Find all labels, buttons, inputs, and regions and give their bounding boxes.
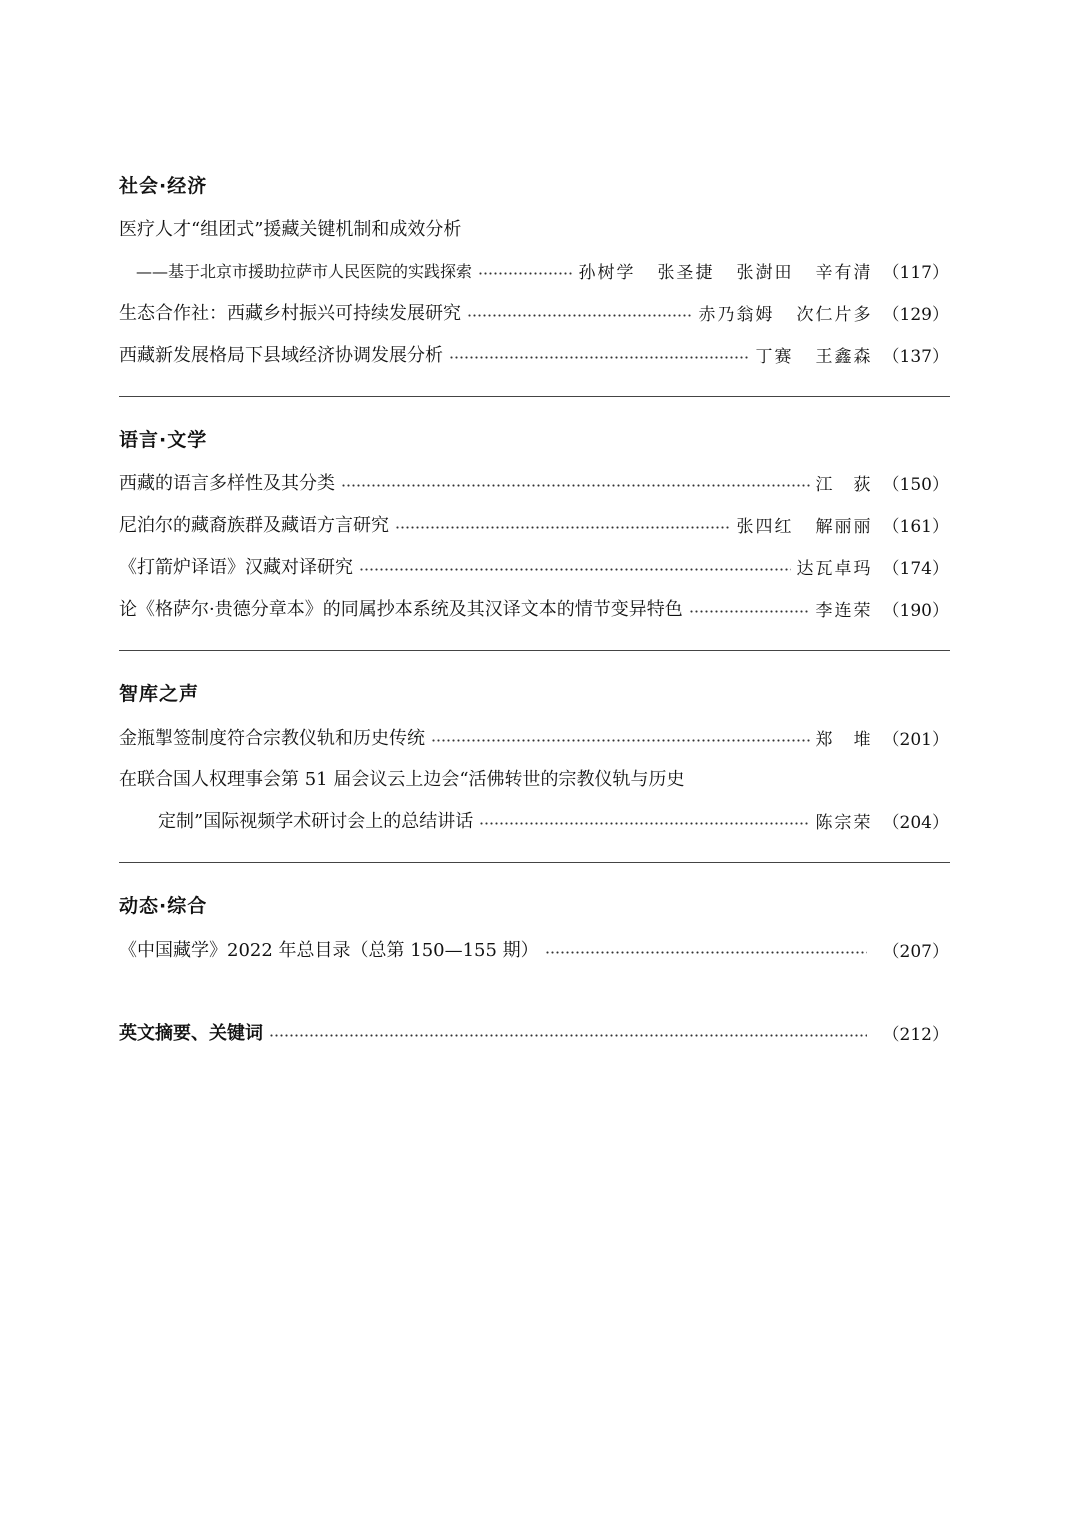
entry-title: 生态合作社：西藏乡村振兴可持续发展研究 [119,303,461,324]
toc-entry[interactable] [119,595,949,621]
dot-leader [269,1034,867,1037]
dot-leader [689,610,810,613]
section-title-society-economy: 社会·经济 [119,175,208,197]
author: 辛有清 [815,262,873,283]
toc-entry-abstracts[interactable] [119,1019,949,1045]
toc-entry[interactable] [119,936,949,962]
author: 张圣捷 [657,262,715,283]
page-number: （190） [882,600,949,621]
entry-title: 英文摘要、关键词 [119,1023,263,1044]
toc-entry[interactable] [119,341,949,367]
page-number: （204） [882,812,949,833]
entry-title: 西藏新发展格局下县域经济协调发展分析 [119,345,443,366]
section-title-language-literature: 语言·文学 [119,429,208,451]
entry-authors [756,342,873,367]
section-divider [119,862,950,863]
author: 王鑫森 [815,346,873,367]
page-number: （161） [882,516,949,537]
toc-entry[interactable] [119,765,949,791]
toc-entry[interactable] [119,511,949,537]
page-number: （137） [882,346,949,367]
entry-authors [797,554,873,579]
toc-entry[interactable] [119,299,949,325]
dot-leader [341,484,810,487]
author: 陈宗荣 [815,812,873,833]
dot-leader [545,951,867,954]
toc-entry[interactable] [119,469,949,495]
dot-leader [449,356,750,359]
page-number: （150） [882,474,949,495]
entry-authors [699,300,873,325]
author: 孙树学 [578,262,636,283]
author: 次仁片多 [796,304,873,325]
entry-title: 《打箭炉译语》汉藏对译研究 [119,557,353,578]
page-number: （117） [882,262,949,283]
section-divider [119,650,950,651]
entry-title: 医疗人才“组团式”援藏关键机制和成效分析 [119,219,462,240]
author: 江 荻 [815,474,873,495]
toc-entry[interactable] [119,553,949,579]
entry-authors [579,258,873,283]
entry-authors [816,808,873,833]
entry-title: 尼泊尔的藏裔族群及藏语方言研究 [119,515,389,536]
entry-title: 论《格萨尔·贵德分章本》的同属抄本系统及其汉译文本的情节变异特色 [119,599,683,620]
entry-title: 在联合国人权理事会第 51 届会议云上边会“活佛转世的宗教仪轨与历史 [119,769,685,790]
section-divider [119,396,950,397]
dot-leader [479,822,809,825]
page-number: （212） [882,1024,949,1045]
entry-subtitle: ——基于北京市援助拉萨市人民医院的实践探索 [136,261,473,281]
author: 达瓦卓玛 [796,558,873,579]
entry-title-continuation: 定制”国际视频学术研讨会上的总结讲话 [158,811,474,832]
dot-leader [478,272,573,275]
page-number: （207） [882,941,949,962]
author: 张四红 [736,516,794,537]
toc-entry-continuation[interactable] [158,807,949,833]
entry-authors [816,596,873,621]
entry-authors [816,470,873,495]
author: 郑 堆 [815,729,873,750]
dot-leader [467,314,693,317]
toc-entry[interactable] [119,215,949,241]
toc-entry[interactable] [136,257,949,283]
entry-authors [737,512,873,537]
dot-leader [359,568,791,571]
entry-title: 《中国藏学》2022 年总目录（总第 150—155 期） [119,940,539,961]
author: 李连荣 [815,600,873,621]
entry-authors [816,725,873,750]
toc-entry[interactable] [119,724,949,750]
author: 丁赛 [755,346,794,367]
page-number: （174） [882,558,949,579]
dot-leader [395,526,731,529]
dot-leader [431,739,810,742]
page-number: （129） [882,304,949,325]
entry-title: 金瓶掣签制度符合宗教仪轨和历史传统 [119,728,425,749]
page-number: （201） [882,729,949,750]
author: 解丽丽 [815,516,873,537]
section-title-news-general: 动态·综合 [119,895,208,917]
entry-title: 西藏的语言多样性及其分类 [119,473,335,494]
author: 张澍田 [736,262,794,283]
section-title-think-tank: 智库之声 [119,683,200,705]
author: 赤乃翁姆 [698,304,775,325]
